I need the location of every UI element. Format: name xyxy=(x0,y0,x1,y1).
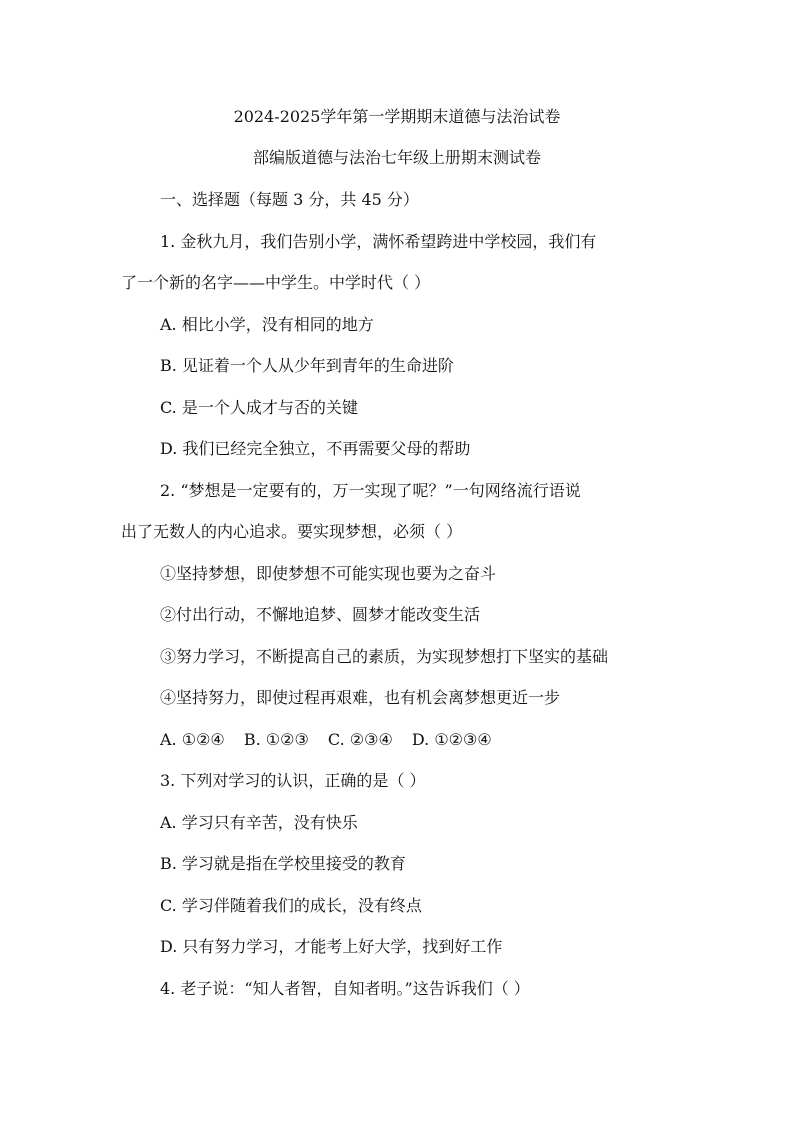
question-2-statement-2: ②付出行动，不懈地追梦、圆梦才能改变生活 xyxy=(160,605,481,624)
question-3-option-b: B. 学习就是指在学校里接受的教育 xyxy=(160,854,406,873)
question-2-option-c: C. ②③④ xyxy=(327,730,393,749)
question-3-option-d: D. 只有努力学习，才能考上好大学，找到好工作 xyxy=(160,937,503,956)
question-3-option-c: C. 学习伴随着我们的成长，没有终点 xyxy=(160,896,422,915)
question-1-stem-line2: 了一个新的名字——中学生。中学时代（ ） xyxy=(121,273,431,292)
question-2-option-a: A. ①②④ xyxy=(160,730,225,749)
question-1-option-d: D. 我们已经完全独立，不再需要父母的帮助 xyxy=(160,439,471,458)
question-1-option-b: B. 见证着一个人从少年到青年的生命进阶 xyxy=(160,356,454,375)
question-2-options-row xyxy=(0,729,794,751)
exam-title: 2024-2025学年第一学期期末道德与法治试卷 xyxy=(233,107,561,126)
question-1-option-c: C. 是一个人成才与否的关键 xyxy=(160,398,358,417)
question-1-stem-line1: 1. 金秋九月，我们告别小学，满怀希望跨进中学校园，我们有 xyxy=(160,232,597,251)
question-2-statement-1: ①坚持梦想，即使梦想不可能实现也要为之奋斗 xyxy=(160,564,497,583)
question-2-stem-line2: 出了无数人的内心追求。要实现梦想，必须（ ） xyxy=(121,522,463,541)
exam-subtitle: 部编版道德与法治七年级上册期末测试卷 xyxy=(252,148,541,167)
question-3-option-a: A. 学习只有辛苦，没有快乐 xyxy=(160,813,358,832)
question-2-option-b: B. ①②③ xyxy=(243,730,309,749)
question-2-statement-3: ③努力学习，不断提高自己的素质，为实现梦想打下坚实的基础 xyxy=(160,647,609,666)
question-2-statement-4: ④坚持努力，即使过程再艰难，也有机会离梦想更近一步 xyxy=(160,688,561,707)
question-3-stem: 3. 下列对学习的认识，正确的是（ ） xyxy=(160,771,426,790)
question-4-stem: 4. 老子说：“知人者智，自知者明。”这告诉我们（ ） xyxy=(160,979,530,998)
question-2-stem-line1: 2. “梦想是一定要有的，万一实现了呢？”一句网络流行语说 xyxy=(160,481,581,500)
question-2-option-d: D. ①②③④ xyxy=(411,730,492,749)
section-heading: 一、选择题（每题 3 分，共 45 分） xyxy=(160,190,419,209)
question-1-option-a: A. 相比小学，没有相同的地方 xyxy=(160,315,374,334)
